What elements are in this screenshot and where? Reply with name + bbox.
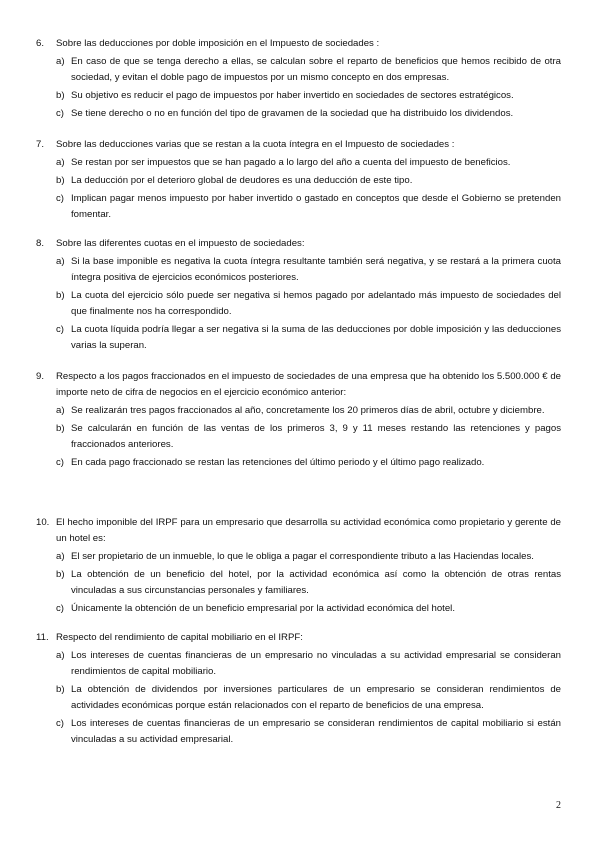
option-letter: b): [56, 423, 65, 434]
option-text: En cada pago fraccionado se restan las retenciones del último periodo y el último pago realizado.: [71, 457, 485, 468]
option-c: [56, 601, 561, 617]
question-10: [36, 515, 561, 617]
question-number: 6.: [36, 38, 45, 49]
question-number: 9.: [36, 371, 45, 382]
option-text: Su objetivo es reducir el pago de impuestos por haber invertido en sociedades de sectores estratégicos.: [71, 90, 514, 101]
option-letter: c): [56, 324, 64, 335]
option-text: Se restan por ser impuestos que se han pagado a lo largo del año a cuenta del impuesto de beneficios.: [71, 157, 511, 168]
option-a: [56, 648, 561, 680]
option-text: El ser propietario de un inmueble, lo que le obliga a pagar el correspondiente tributo a las Haciendas locales.: [71, 551, 534, 562]
question-text: Respecto a los pagos fraccionados en el impuesto de sociedades de una empresa que ha obtenido los 5.500.000 € de importe neto de cifra de negocios en el ejercicio económico anterior:: [56, 371, 561, 398]
question-11: [36, 630, 561, 748]
question-number: 8.: [36, 238, 45, 249]
option-b: [56, 173, 561, 189]
question-text: Sobre las diferentes cuotas en el impuesto de sociedades:: [56, 238, 305, 249]
option-b: [56, 421, 561, 453]
option-c: [56, 716, 561, 748]
option-b: [56, 288, 561, 320]
question-9: [36, 369, 561, 471]
option-letter: b): [56, 175, 65, 186]
option-text: La cuota del ejercicio sólo puede ser negativa si hemos pagado por adelantado más impuesto de sociedades del que finalmente nos ha correspondido.: [71, 290, 561, 317]
option-a: [56, 403, 561, 419]
option-letter: c): [56, 193, 64, 204]
option-letter: a): [56, 157, 65, 168]
option-a: [56, 54, 561, 86]
option-b: [56, 88, 561, 104]
question-text: Sobre las deducciones varias que se restan a la cuota íntegra en el Impuesto de sociedades :: [56, 139, 455, 150]
question-text: Respecto del rendimiento de capital mobiliario en el IRPF:: [56, 632, 303, 643]
option-letter: b): [56, 90, 65, 101]
option-text: Se realizarán tres pagos fraccionados al año, concretamente los 20 primeros días de abril, octubre y diciembre.: [71, 405, 545, 416]
question-6: [36, 36, 561, 122]
option-text: En caso de que se tenga derecho a ellas, se calculan sobre el reparto de beneficios que hemos recibido de otra sociedad, y evitan el doble pago de impuestos por un mismo concepto en dos empresas.: [71, 56, 561, 83]
option-letter: b): [56, 290, 65, 301]
question-7: [36, 137, 561, 223]
option-text: La cuota líquida podría llegar a ser negativa si la suma de las deducciones por doble imposición y las deducciones varias la superan.: [71, 324, 561, 351]
option-text: La obtención de dividendos por inversiones particulares de un empresario se consideran rendimientos de actividades económicas porque están relacionados con el reparto de beneficios de una empresa.: [71, 684, 561, 711]
option-letter: a): [56, 256, 65, 267]
option-a: [56, 155, 561, 171]
option-b: [56, 682, 561, 714]
option-text: Se tiene derecho o no en función del tipo de gravamen de la sociedad que ha distribuido los dividendos.: [71, 108, 514, 119]
question-number: 7.: [36, 139, 45, 150]
question-text: Sobre las deducciones por doble imposición en el Impuesto de sociedades :: [56, 38, 380, 49]
option-text: Se calcularán en función de las ventas de los primeros 3, 9 y 11 meses restando las retenciones y pagos fraccionados anteriores.: [71, 423, 561, 450]
question-number: 11.: [36, 632, 49, 643]
option-c: [56, 106, 561, 122]
option-text: Si la base imponible es negativa la cuota íntegra resultante también será negativa, y se restará a la primera cuota íntegra positiva de ejercicios económicos posteriores.: [71, 256, 561, 283]
option-text: Implican pagar menos impuesto por haber invertido o gastado en conceptos que desde el Gobierno se pretenden fomentar.: [71, 193, 561, 220]
question-text: El hecho imponible del IRPF para un empresario que desarrolla su actividad económica como propietario y gerente de un hotel es:: [56, 517, 561, 544]
option-a: [56, 549, 561, 565]
option-letter: c): [56, 603, 64, 614]
option-letter: a): [56, 405, 65, 416]
option-text: La obtención de un beneficio del hotel, por la actividad económica así como la obtención de otras rentas vinculadas a sus circunstancias personales y familiares.: [71, 569, 561, 596]
option-letter: c): [56, 457, 64, 468]
option-text: La deducción por el deterioro global de deudores es una deducción de este tipo.: [71, 175, 413, 186]
page-number: 2: [556, 800, 561, 811]
option-a: [56, 254, 561, 286]
option-text: Los intereses de cuentas financieras de un empresario no vinculadas a su actividad empresarial se consideran rendimientos de capital mobiliario.: [71, 650, 561, 677]
option-b: [56, 567, 561, 599]
question-number: 10.: [36, 517, 50, 528]
question-8: [36, 236, 561, 354]
option-letter: a): [56, 551, 65, 562]
option-text: Únicamente la obtención de un beneficio empresarial por la actividad económica del hotel.: [71, 603, 455, 614]
option-c: [56, 322, 561, 354]
option-letter: c): [56, 108, 64, 119]
option-letter: a): [56, 56, 65, 67]
option-letter: b): [56, 684, 65, 695]
option-c: [56, 455, 561, 471]
option-text: Los intereses de cuentas financieras de un empresario se consideran rendimientos de capital mobiliario si están vinculadas a su actividad empresarial.: [71, 718, 561, 745]
option-c: [56, 191, 561, 223]
option-letter: a): [56, 650, 65, 661]
option-letter: c): [56, 718, 64, 729]
option-letter: b): [56, 569, 65, 580]
